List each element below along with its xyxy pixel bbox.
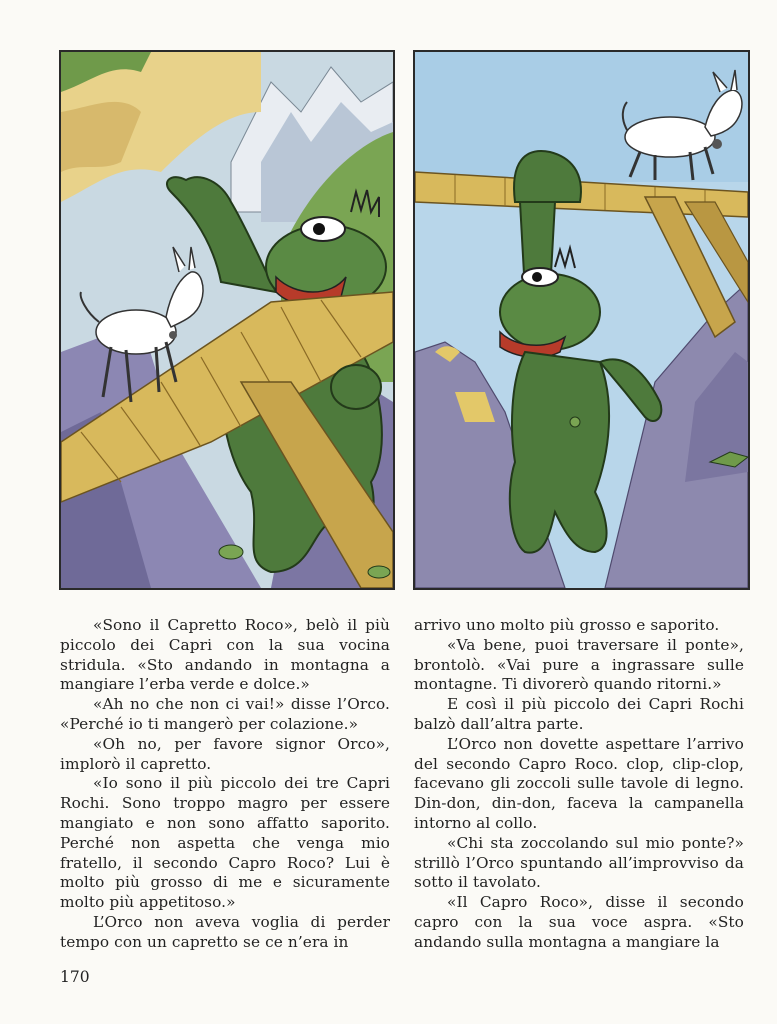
paragraph: E così il più piccolo dei Capri Rochi balzò dall’altra parte.	[414, 695, 744, 733]
paragraph: «Io sono il più piccolo dei tre Capri Rochi. Sono troppo magro per essere mangiato e non sono affatto saporito. Perché non aspetta che venga mio fratello, il secondo Capro Roco? Lui è molto più grosso di me e sicuramente molto più appetitoso.»	[60, 774, 390, 912]
page-number: 170	[60, 968, 90, 986]
paragraph: «Ah no che non ci vai!» disse l’Orco. «Perché io ti mangerò per colazione.»	[60, 695, 390, 733]
paragraph: «Va bene, puoi traversare il ponte», brontolò. «Vai pure a ingrassare sulle montagne. Ti divorerò quando ritorni.»	[414, 635, 744, 694]
paragraph-continuation: arrivo uno molto più grosso e saporito.	[414, 616, 720, 634]
goat-crossing-bridge-troll-hanging-icon	[415, 52, 748, 588]
paragraph: L’Orco non aveva voglia di perder tempo con un capretto se ce n’era in	[60, 912, 390, 951]
paragraph: «Oh no, per favore signor Orco», implorò il capretto.	[60, 734, 390, 773]
paragraph: «Chi sta zoccolando sul mio ponte?» strillò l’Orco spuntando all’improvviso da sotto il tavolato.	[414, 833, 744, 892]
illustration-left	[59, 50, 395, 590]
text-column-left	[60, 616, 390, 953]
paragraph: «Sono il Capretto Roco», belò il più piccolo dei Capri con la sua vocina stridula. «Sto andando in montagna a mangiare l’erba verde e dolce.»	[60, 616, 390, 694]
goat-kid-and-troll-on-bridge-icon	[61, 52, 393, 588]
text-column-right	[414, 616, 744, 953]
paragraph: L’Orco non dovette aspettare l’arrivo del secondo Capro Roco. clop, clip-clop, facevano gli zoccoli sulle tavole di legno. Din-don, din-don, faceva la campanella intorno al collo.	[414, 734, 744, 832]
illustration-right	[413, 50, 750, 590]
paragraph: «Il Capro Roco», disse il secondo capro con la sua voce aspra. «Sto andando sulla montagna a mangiare la	[414, 893, 744, 951]
